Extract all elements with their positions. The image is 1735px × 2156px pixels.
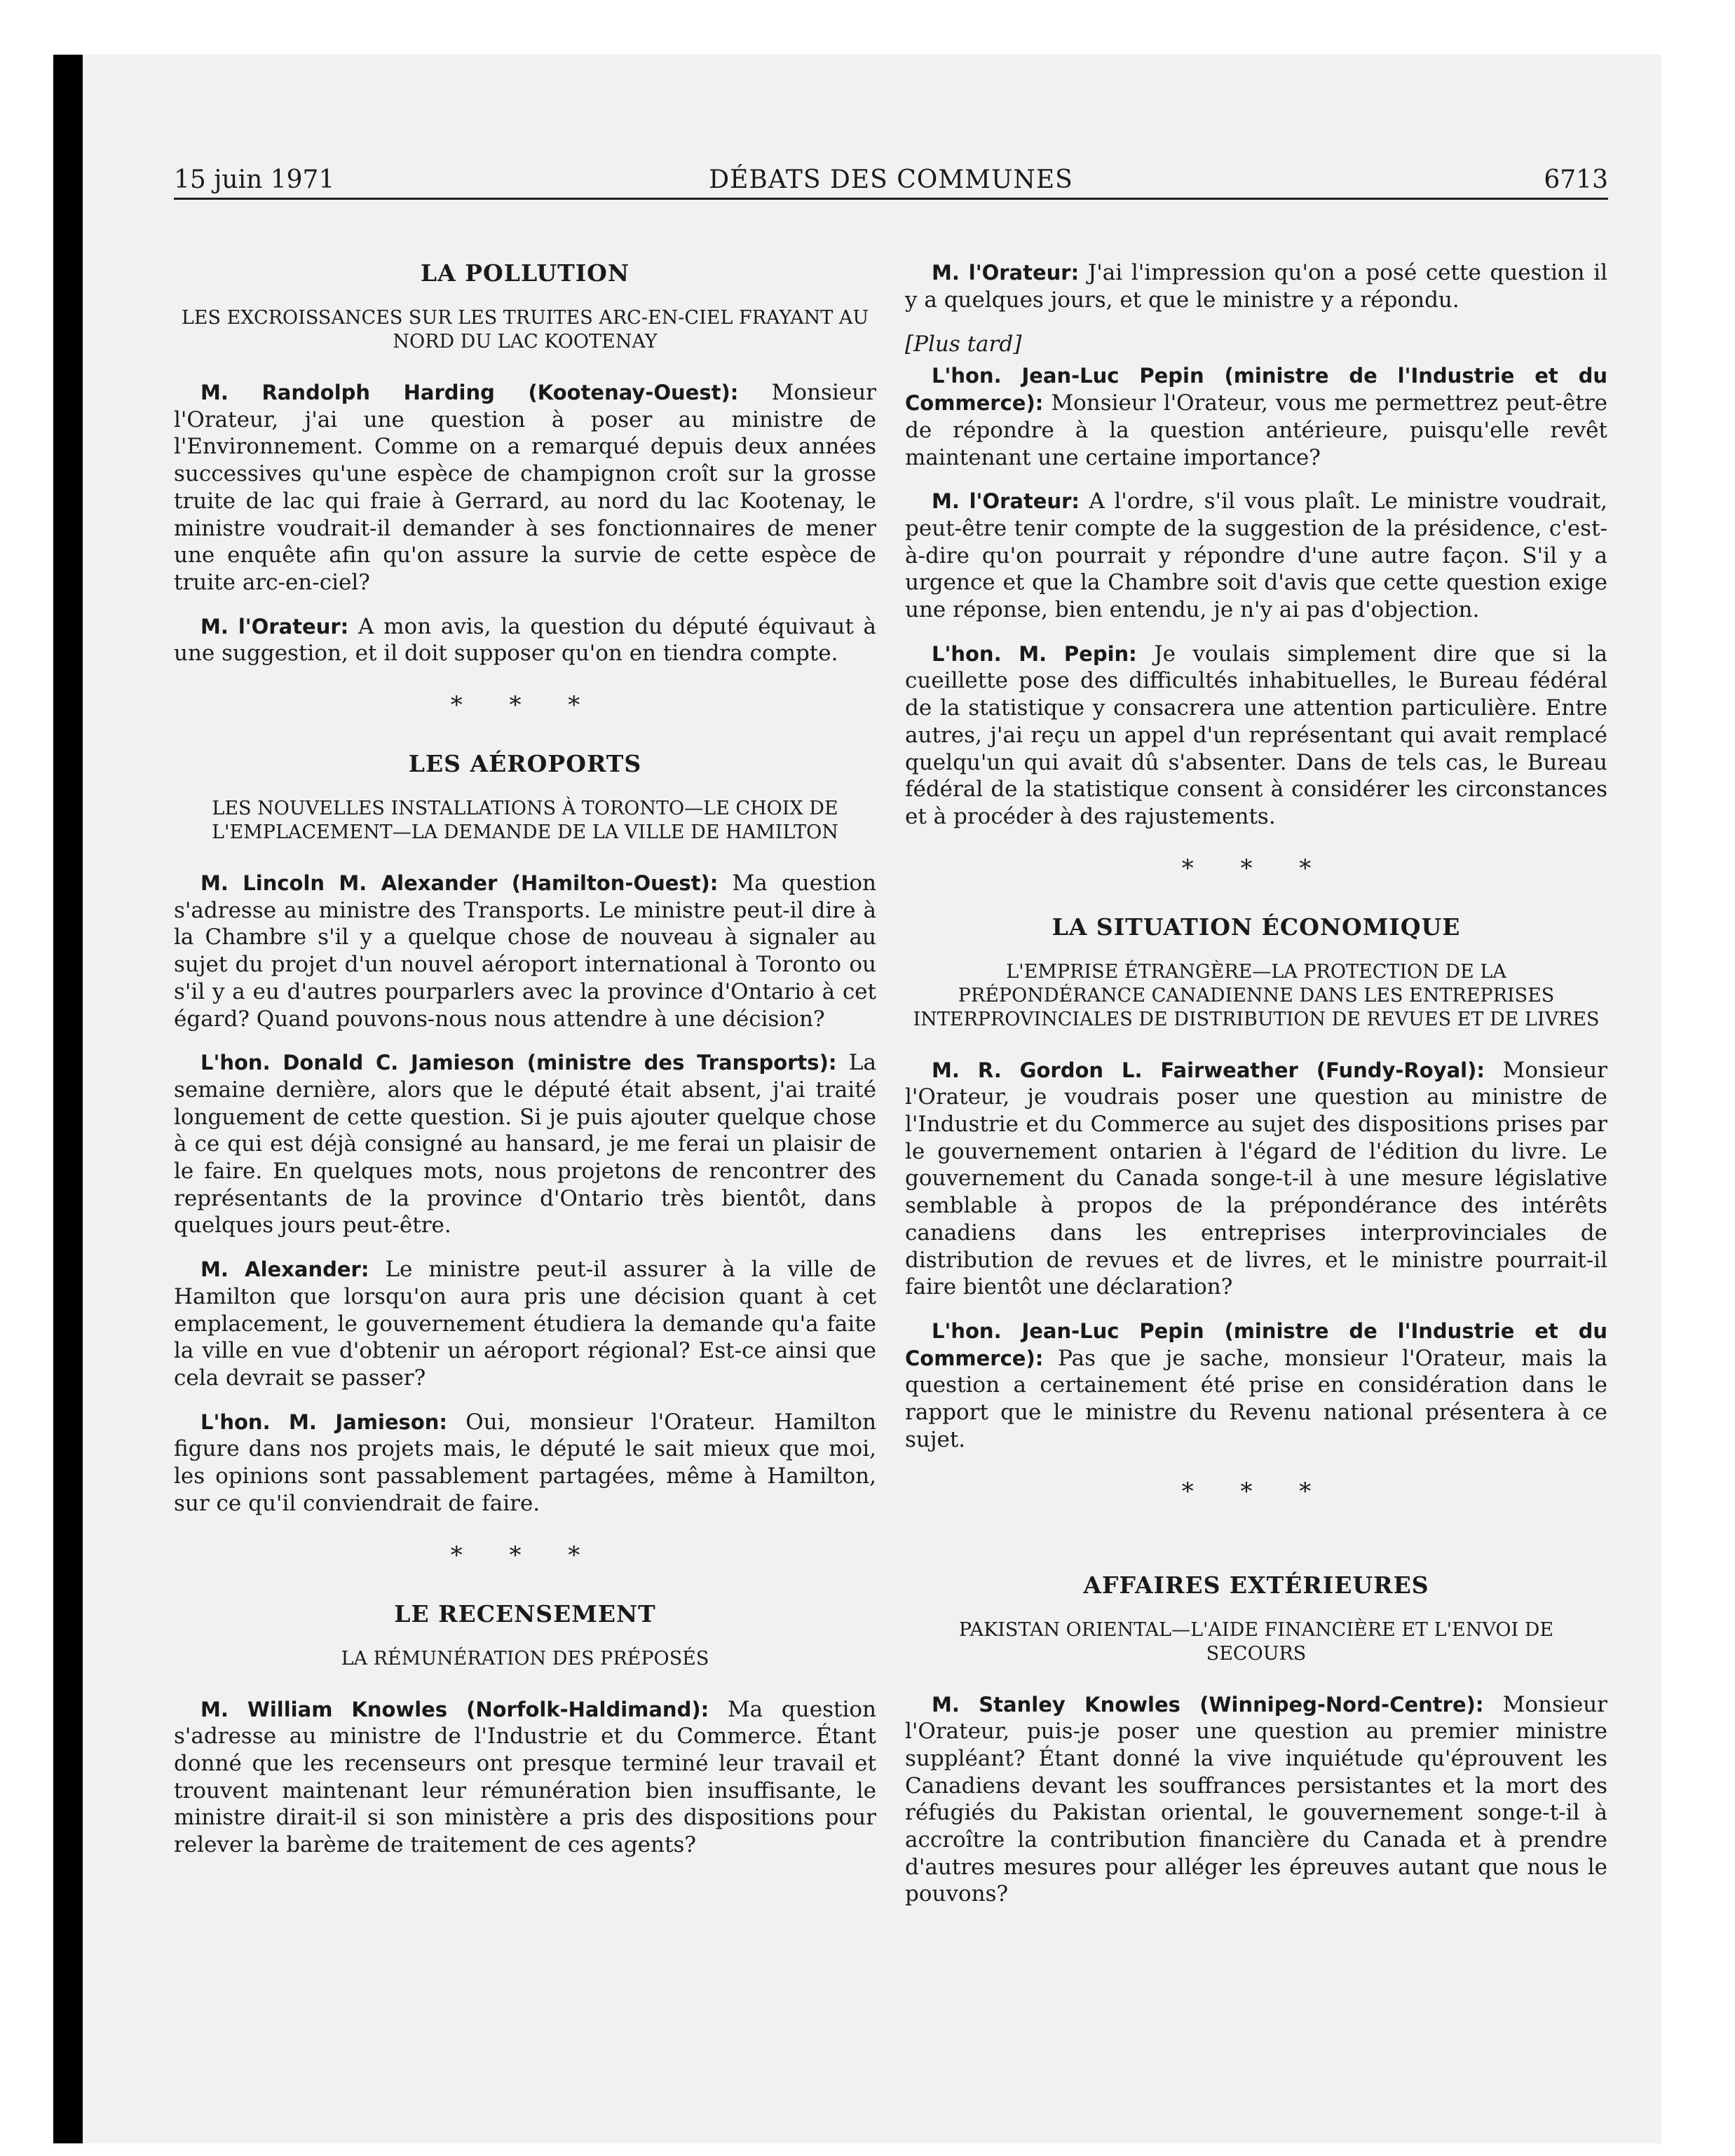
speaker-name: M. l'Orateur: — [200, 614, 349, 639]
running-head — [174, 163, 1608, 200]
speaker-name: M. R. Gordon L. Fairweather (Fundy-Royal): — [932, 1058, 1485, 1082]
speech-text: Monsieur l'Orateur, j'ai une question à poser au ministre de l'Environnement. Comme on a remarqué depuis deux années successives qu'une espèce de champignon croît sur la grosse truite de lac qui fraie à Gerrard, au nord du lac Kootenay, le ministre voudrait-il demander à ses fonctionnaires de mener une enquête afin qu'on assure la survie de cette espèce de truite arc-en-ciel? — [174, 380, 876, 595]
speaker-name: M. William Knowles (Norfolk-Haldimand): — [200, 1697, 709, 1721]
speech-text: Ma question s'adresse au ministre de l'Industrie et du Commerce. Étant donné que les recenseurs ont presque terminé leur travail et trouvent maintenant leur rémunération bien insuffisante, le ministre dirait-il si son ministère a pris des dispositions pour relever la barème de traitement de ces agents? — [174, 1696, 876, 1858]
speech-paragraph — [174, 1049, 876, 1239]
speech-text: Monsieur l'Orateur, vous me permettrez peut-être de répondre à la question antérieure, puisqu'elle revêt maintenant une certaine importance? — [905, 390, 1607, 470]
speech-paragraph — [905, 1691, 1607, 1909]
left-column — [174, 259, 876, 1876]
speech-paragraph — [905, 1057, 1607, 1301]
speech-paragraph — [174, 613, 876, 667]
section-separator: * * * — [1181, 854, 1331, 882]
speaker-name: M. Alexander: — [200, 1257, 369, 1282]
speaker-name: L'hon. M. Jamieson: — [200, 1410, 447, 1434]
speech-text: Le ministre peut-il assurer à la ville de Hamilton que lorsqu'on aura pris une décision quant à cet emplacement, le gouvernement étudiera la demande qu'a faite la ville en vue d'obtenir un aéroport régional? Est-ce ainsi que cela devrait se passer? — [174, 1257, 876, 1391]
section-subtitle: LES EXCROISSANCES SUR LES TRUITES ARC-EN-CIEL FRAYANT AU NORD DU LAC KOOTENAY — [181, 307, 869, 353]
speech-paragraph — [174, 379, 876, 596]
speech-text: Monsieur l'Orateur, puis-je poser une question au premier ministre suppléant? Étant donné la vive inquiétude qu'éprouvent les Canadiens devant les souffrances persistantes et la mort des réfugiés du Pakistan oriental, le gouvernement songe-t-il à accroître la contribution financière du Canada et à prendre d'autres mesures pour alléger les épreuves autant que nous le pouvons? — [905, 1691, 1607, 1907]
section-title: LA POLLUTION — [420, 259, 630, 287]
right-column — [905, 259, 1607, 1925]
header-date: 15 juin 1971 — [174, 165, 335, 194]
speaker-name: L'hon. Jean-Luc Pepin (ministre de l'Industrie et du Commerce): — [905, 364, 1607, 416]
speech-paragraph — [905, 1318, 1607, 1454]
section-subtitle: LES NOUVELLES INSTALLATIONS À TORONTO—LE CHOIX DE L'EMPLACEMENT—LA DEMANDE DE LA VILLE DE HAMILTON — [212, 798, 838, 844]
speaker-name: L'hon. Jean-Luc Pepin (ministre de l'Industrie et du Commerce): — [905, 1318, 1607, 1370]
speech-text: Ma question s'adresse au ministre des Transports. Le ministre peut-il dire à la Chambre s'il y a quelque chose de nouveau à signaler au sujet du projet d'un nouvel aéroport international à Toronto ou s'il y a eu d'autres pourparlers avec la province d'Ontario à cet égard? Quand pouvons-nous nous attendre à une décision? — [174, 871, 876, 1032]
later-note: [Plus tard] — [905, 332, 1022, 357]
speech-text: Monsieur l'Orateur, je voudrais poser une question au ministre de l'Industrie et du Commerce au sujet des dispositions prises par le gouvernement ontarien à l'égard de l'édition du livre. Le gouvernement du Canada songe-t-il à une mesure législative semblable à propos de la prépondérance des intérêts canadiens dans les entreprises interprovinciales de distribution de revues et de livres, et le ministre pourrait-il faire bientôt une déclaration? — [905, 1057, 1607, 1300]
section-title: LA SITUATION ÉCONOMIQUE — [1052, 913, 1461, 941]
speech-paragraph — [174, 870, 876, 1032]
section-separator: * * * — [450, 691, 600, 720]
section-title: LE RECENSEMENT — [394, 1599, 656, 1628]
speech-text: Pas que je sache, monsieur l'Orateur, mais la question a certainement été prise en considération dans le rapport que le ministre du Revenu national présentera à ce sujet. — [905, 1345, 1607, 1452]
spacer — [905, 1536, 1607, 1571]
section-subtitle: PAKISTAN ORIENTAL—L'AIDE FINANCIÈRE ET L'ENVOI DE SECOURS — [958, 1618, 1554, 1665]
speech-paragraph — [905, 641, 1607, 831]
header-page-number: 6713 — [1544, 165, 1608, 194]
speaker-name: M. Stanley Knowles (Winnipeg-Nord-Centre): — [932, 1692, 1484, 1717]
speech-text: La semaine dernière, alors que le député était absent, j'ai traité longuement de cette question. Si je puis ajouter quelque chose à ce qui est déjà consigné au hansard, je me ferai un plaisir de le faire. En quelques mots, nous projetons de rencontrer des représentants de la province d'Ontario très bientôt, dans quelques jours peut-être. — [174, 1050, 876, 1239]
speech-paragraph — [905, 362, 1607, 471]
speech-paragraph — [905, 259, 1607, 313]
section-separator: * * * — [1181, 1477, 1331, 1506]
speech-text: Je voulais simplement dire que si la cueillette pose des difficultés inhabituelles, le Bureau fédéral de la statistique y consacrera une attention particulière. Entre autres, j'ai reçu un appel d'un représentant qui avait remplacé quelqu'un qui avait dû s'absenter. Dans de tels cas, le Bureau fédéral de la statistique consent à considérer les circonstances et à procéder à des rajustements. — [905, 641, 1607, 829]
speech-text: Oui, monsieur l'Orateur. Hamilton figure dans nos projets mais, le député le sait mieux que moi, les opinions sont passablement partagées, même à Hamilton, sur ce qu'il conviendrait de faire. — [174, 1409, 876, 1516]
header-title: DÉBATS DES COMMUNES — [709, 165, 1073, 194]
section-title: LES AÉROPORTS — [408, 750, 642, 778]
speaker-name: M. l'Orateur: — [932, 489, 1080, 514]
speaker-name: L'hon. M. Pepin: — [932, 641, 1137, 666]
speech-text: J'ai l'impression qu'on a posé cette question il y a quelques jours, et que le ministre y a répondu. — [905, 260, 1607, 313]
speech-paragraph — [174, 1696, 876, 1859]
scan-edge — [53, 55, 83, 2143]
speaker-name: M. Lincoln M. Alexander (Hamilton-Ouest): — [200, 871, 719, 896]
section-title: AFFAIRES EXTÉRIEURES — [1083, 1571, 1429, 1599]
section-separator: * * * — [450, 1541, 600, 1569]
speech-paragraph — [174, 1256, 876, 1392]
speaker-name: M. Randolph Harding (Kootenay-Ouest): — [200, 381, 739, 404]
section-subtitle: L'EMPRISE ÉTRANGÈRE—LA PROTECTION DE LA PRÉPONDÉRANCE CANADIENNE DANS LES ENTREPRISES INTERPROVINCIALES DE DISTRIBUTION DE REVUES ET DE LIVRES — [913, 960, 1600, 1030]
speech-text: A l'ordre, s'il vous plaît. Le ministre voudrait, peut-être tenir compte de la suggestion de la présidence, c'est-à-dire qu'on pourrait y répondre d'une autre façon. S'il y a urgence et que la Chambre soit d'avis que cette question exige une réponse, bien entendu, je n'y ai pas d'objection. — [905, 489, 1608, 623]
speech-paragraph — [174, 1409, 876, 1517]
speaker-name: L'hon. Donald C. Jamieson (ministre des Transports): — [200, 1051, 837, 1075]
speaker-name: M. l'Orateur: — [932, 261, 1080, 285]
section-subtitle: LA RÉMUNÉRATION DES PRÉPOSÉS — [341, 1647, 709, 1670]
speech-paragraph — [905, 488, 1607, 624]
speech-text: A mon avis, la question du député équivaut à une suggestion, et il doit supposer qu'on en tiendra compte. — [174, 613, 876, 667]
